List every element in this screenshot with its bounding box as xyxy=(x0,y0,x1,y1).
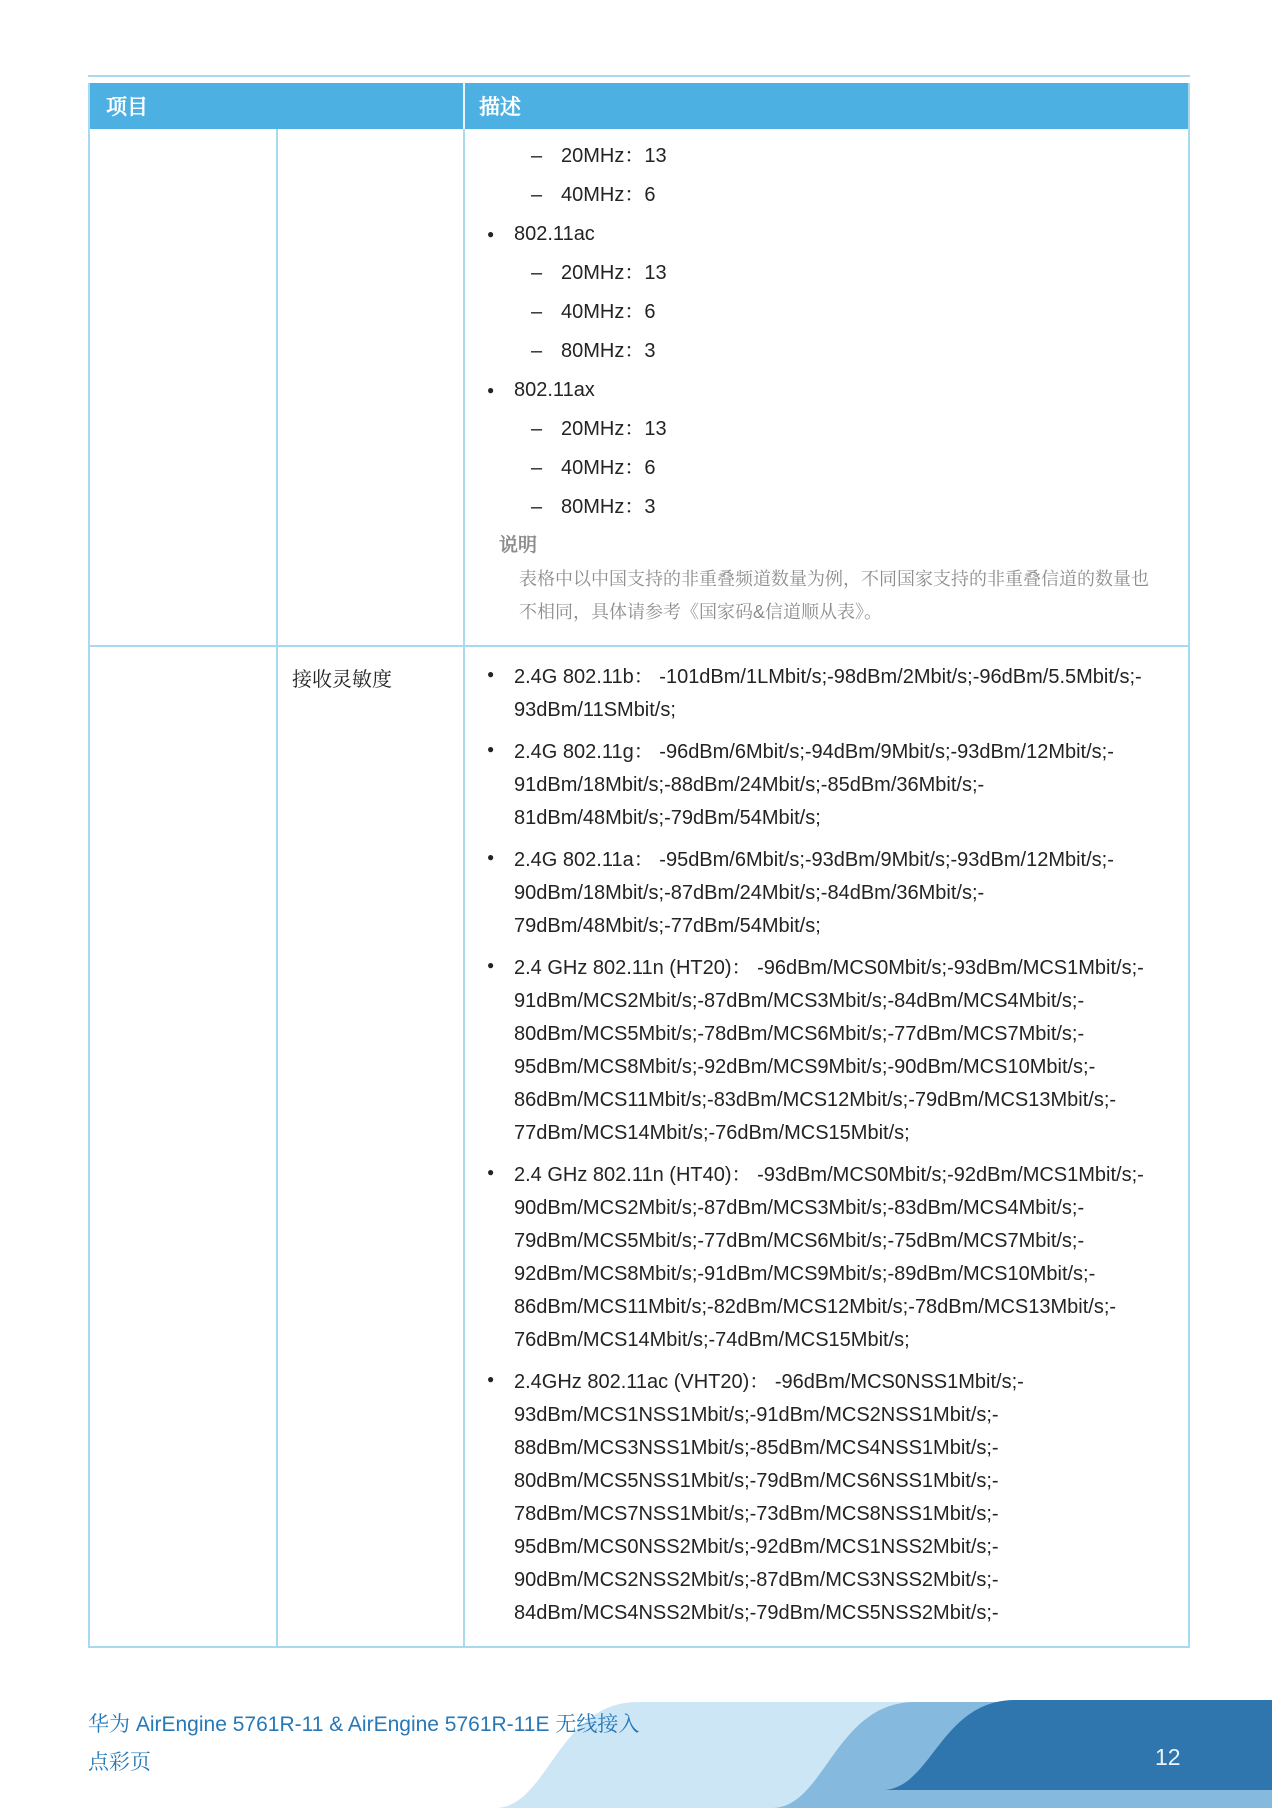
sensitivity-text-line: 90dBm/18Mbit/s;-87dBm/24Mbit/s;-84dBm/36Mbit/s;- xyxy=(514,882,985,904)
bullet-icon: ● xyxy=(487,958,495,972)
bullet-icon: ● xyxy=(487,383,495,397)
sensitivity-desc-cell xyxy=(465,647,1188,1646)
sensitivity-text-line: 2.4G 802.11b： -101dBm/1LMbit/s;-98dBm/2Mbit/s;-96dBm/5.5Mbit/s;- xyxy=(514,666,1142,688)
sensitivity-bullet-lines xyxy=(514,661,1162,727)
bullet-icon: ● xyxy=(487,850,495,864)
sensitivity-bullet xyxy=(487,661,1162,727)
sensitivity-text-line: 90dBm/MCS2Mbit/s;-87dBm/MCS3Mbit/s;-83dBm/MCS4Mbit/s;- xyxy=(514,1197,1085,1219)
sensitivity-bullet-lines xyxy=(514,844,1162,943)
header-item-label: 项目 xyxy=(106,96,148,119)
footer-doc-title-line2: 点彩页 xyxy=(88,1751,151,1774)
channel-list-item xyxy=(531,455,1162,482)
dash-icon: – xyxy=(531,496,543,518)
channel-list-item xyxy=(531,338,1162,365)
sensitivity-text-line: 92dBm/MCS8Mbit/s;-91dBm/MCS9Mbit/s;-89dBm/MCS10Mbit/s;- xyxy=(514,1263,1096,1285)
channel-item-text: 20MHz：13 xyxy=(561,262,667,284)
sensitivity-text-line: 86dBm/MCS11Mbit/s;-83dBm/MCS12Mbit/s;-79dBm/MCS13Mbit/s;- xyxy=(514,1089,1117,1111)
channel-list-item xyxy=(531,182,1162,209)
sensitivity-text-line: 80dBm/MCS5NSS1Mbit/s;-79dBm/MCS6NSS1Mbit/s;- xyxy=(514,1470,999,1492)
bullet-icon: ● xyxy=(487,667,495,681)
channel-item-text: 20MHz：13 xyxy=(561,418,667,440)
sensitivity-text-line: 2.4 GHz 802.11n (HT40)： -93dBm/MCS0Mbit/s;-92dBm/MCS1Mbit/s;- xyxy=(514,1164,1144,1186)
sensitivity-text-line: 95dBm/MCS0NSS2Mbit/s;-92dBm/MCS1NSS2Mbit/s;- xyxy=(514,1536,999,1558)
note-title: 说明 xyxy=(499,535,538,556)
channel-list xyxy=(487,143,1162,521)
sensitivity-bullet-list xyxy=(487,661,1162,1630)
sensitivity-text-line: 91dBm/MCS2Mbit/s;-87dBm/MCS3Mbit/s;-84dBm/MCS4Mbit/s;- xyxy=(514,990,1085,1012)
sensitivity-text-line: 93dBm/11SMbit/s; xyxy=(514,699,676,721)
channel-list-item xyxy=(531,143,1162,170)
sensitivity-text-line: 2.4G 802.11g： -96dBm/6Mbit/s;-94dBm/9Mbit/s;-93dBm/12Mbit/s;- xyxy=(514,741,1114,763)
sensitivity-text-line: 2.4G 802.11a： -95dBm/6Mbit/s;-93dBm/9Mbit/s;-93dBm/12Mbit/s;- xyxy=(514,849,1114,871)
sensitivity-bullet xyxy=(487,1366,1162,1630)
dash-icon: – xyxy=(531,340,543,362)
sensitivity-text-line: 2.4 GHz 802.11n (HT20)： -96dBm/MCS0Mbit/s;-93dBm/MCS1Mbit/s;- xyxy=(514,957,1144,979)
sensitivity-text-line: 77dBm/MCS14Mbit/s;-76dBm/MCS15Mbit/s; xyxy=(514,1122,910,1144)
sensitivity-bullet-lines xyxy=(514,952,1162,1150)
channels-row-desc-cell xyxy=(465,129,1188,645)
note-text-line: 不相同，具体请参考《国家码&信道顺从表》。 xyxy=(519,602,883,622)
channels-row-col1-empty xyxy=(90,129,278,645)
sensitivity-bullet xyxy=(487,1159,1162,1357)
dash-icon: – xyxy=(531,262,543,284)
channel-item-text: 40MHz：6 xyxy=(561,301,656,323)
sensitivity-text-line: 91dBm/18Mbit/s;-88dBm/24Mbit/s;-85dBm/36Mbit/s;- xyxy=(514,774,985,796)
sensitivity-text-line: 93dBm/MCS1NSS1Mbit/s;-91dBm/MCS2NSS1Mbit/s;- xyxy=(514,1404,999,1426)
dash-icon: – xyxy=(531,184,543,206)
sensitivity-bullet xyxy=(487,736,1162,835)
channel-item-text: 80MHz：3 xyxy=(561,496,656,518)
bullet-icon: ● xyxy=(487,742,495,756)
channel-item-text: 802.11ac xyxy=(514,223,595,245)
sensitivity-row xyxy=(90,645,1188,1646)
sensitivity-text-line: 86dBm/MCS11Mbit/s;-82dBm/MCS12Mbit/s;-78dBm/MCS13Mbit/s;- xyxy=(514,1296,1117,1318)
channel-item-text: 40MHz：6 xyxy=(561,457,656,479)
table-top-rule xyxy=(88,75,1190,77)
channel-list-item xyxy=(531,494,1162,521)
sensitivity-text-line: 79dBm/48Mbit/s;-77dBm/54Mbit/s; xyxy=(514,915,821,937)
sensitivity-text-line: 84dBm/MCS4NSS2Mbit/s;-79dBm/MCS5NSS2Mbit/s;- xyxy=(514,1602,999,1624)
channel-list-item xyxy=(487,221,1162,248)
sensitivity-bullet xyxy=(487,952,1162,1150)
channel-list-item xyxy=(531,416,1162,443)
sensitivity-text-line: 81dBm/48Mbit/s;-79dBm/54Mbit/s; xyxy=(514,807,821,829)
sensitivity-text-line: 88dBm/MCS3NSS1Mbit/s;-85dBm/MCS4NSS1Mbit/s;- xyxy=(514,1437,999,1459)
sensitivity-bullet-lines xyxy=(514,736,1162,835)
channel-list-item xyxy=(487,377,1162,404)
dash-icon: – xyxy=(531,418,543,440)
channel-item-text: 20MHz：13 xyxy=(561,145,667,167)
channels-row xyxy=(90,129,1188,645)
sensitivity-row-col1-empty xyxy=(90,647,278,1646)
sensitivity-text-line: 90dBm/MCS2NSS2Mbit/s;-87dBm/MCS3NSS2Mbit/s;- xyxy=(514,1569,999,1591)
channel-item-text: 80MHz：3 xyxy=(561,340,656,362)
sensitivity-text-line: 76dBm/MCS14Mbit/s;-74dBm/MCS15Mbit/s; xyxy=(514,1329,910,1351)
dash-icon: – xyxy=(531,145,543,167)
channel-list-item xyxy=(531,299,1162,326)
spec-table xyxy=(88,83,1190,1648)
note-text-line: 表格中以中国支持的非重叠频道数量为例，不同国家支持的非重叠信道的数量也 xyxy=(519,569,1149,589)
header-desc-label: 描述 xyxy=(479,96,521,119)
dash-icon: – xyxy=(531,301,543,323)
footer-doc-title-line1: 华为 AirEngine 5761R-11 & AirEngine 5761R-11E 无线接入 xyxy=(88,1713,640,1736)
bullet-icon: ● xyxy=(487,227,495,241)
table-header-row xyxy=(90,83,1188,129)
sensitivity-bullet-lines xyxy=(514,1159,1162,1357)
channels-row-col2-empty xyxy=(278,129,465,645)
header-cell-desc xyxy=(465,83,1188,129)
sensitivity-text-line: 78dBm/MCS7NSS1Mbit/s;-73dBm/MCS8NSS1Mbit/s;- xyxy=(514,1503,999,1525)
dash-icon: – xyxy=(531,457,543,479)
sensitivity-label: 接收灵敏度 xyxy=(278,647,465,1646)
sensitivity-text-line: 95dBm/MCS8Mbit/s;-92dBm/MCS9Mbit/s;-90dBm/MCS10Mbit/s;- xyxy=(514,1056,1096,1078)
bullet-icon: ● xyxy=(487,1372,495,1386)
page-number: 12 xyxy=(1155,1744,1181,1770)
channel-item-text: 802.11ax xyxy=(514,379,595,401)
sensitivity-bullet xyxy=(487,844,1162,943)
channel-item-text: 40MHz：6 xyxy=(561,184,656,206)
sensitivity-text-line: 2.4GHz 802.11ac (VHT20)： -96dBm/MCS0NSS1Mbit/s;- xyxy=(514,1371,1024,1393)
channel-list-item xyxy=(531,260,1162,287)
sensitivity-bullet-lines xyxy=(514,1366,1162,1630)
note-body xyxy=(519,563,1162,629)
header-cell-item xyxy=(90,83,465,129)
footer-wave-graphic xyxy=(0,1680,1280,1810)
bullet-icon: ● xyxy=(487,1165,495,1179)
sensitivity-text-line: 79dBm/MCS5Mbit/s;-77dBm/MCS6Mbit/s;-75dBm/MCS7Mbit/s;- xyxy=(514,1230,1085,1252)
sensitivity-text-line: 80dBm/MCS5Mbit/s;-78dBm/MCS6Mbit/s;-77dBm/MCS7Mbit/s;- xyxy=(514,1023,1085,1045)
